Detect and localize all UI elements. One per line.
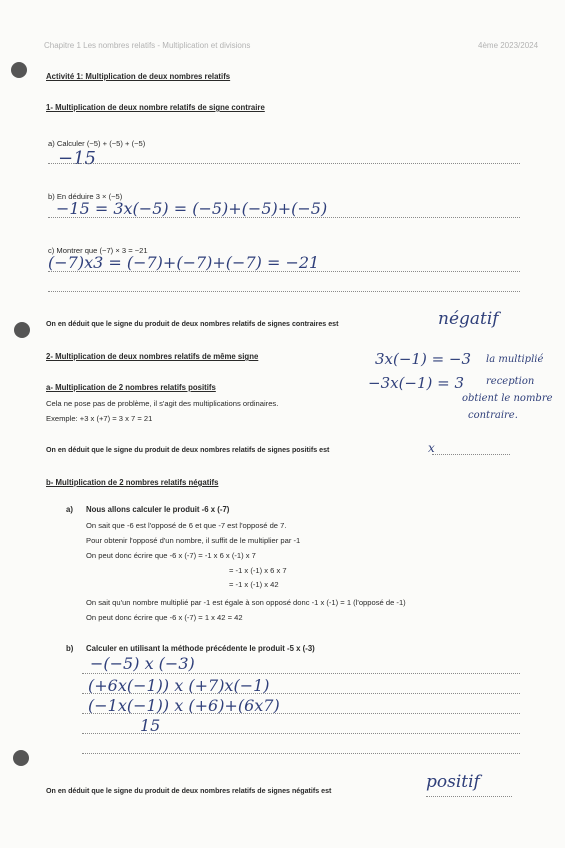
- answer-line: [82, 693, 520, 694]
- answer-line: [48, 271, 520, 272]
- answer-a-handwritten: −15: [58, 148, 96, 169]
- side-note: reception: [486, 376, 535, 387]
- part-b-handwritten: (+6x(−1)) x (+7)x(−1): [88, 676, 270, 695]
- part-a-line: = -1 x (-1) x 42: [229, 580, 279, 589]
- answer-c-handwritten: (−7)x3 = (−7)+(−7)+(−7) = −21: [48, 253, 320, 272]
- section2a-text: Cela ne pose pas de problème, il s'agit des multiplications ordinaires.: [46, 399, 279, 408]
- part-a-line: On sait qu'un nombre multiplié par -1 est égale à son opposé donc -1 x (-1) = 1 (l'opposé de -1): [86, 598, 406, 607]
- answer-line: [426, 796, 512, 797]
- punch-hole-top: [11, 62, 27, 78]
- section2a-title: a- Multiplication de 2 nombres relatifs positifs: [46, 383, 216, 392]
- question-a: a) Calculer (−5) + (−5) + (−5): [48, 139, 146, 148]
- section1-title: 1- Multiplication de deux nombre relatifs de signe contraire: [46, 103, 265, 112]
- answer-line: [82, 713, 520, 714]
- conclusion-negatifs: On en déduit que le signe du produit de deux nombres relatifs de signes négatifs est: [46, 787, 332, 795]
- conclusion-negatifs-answer: positif: [426, 772, 480, 792]
- side-note: contraire.: [468, 410, 518, 421]
- answer-b-handwritten: −15 = 3x(−5) = (−5)+(−5)+(−5): [56, 199, 328, 218]
- answer-line: [82, 673, 520, 674]
- part-a-line: On peut donc écrire que -6 x (-7) = -1 x 6 x (-1) x 7: [86, 551, 256, 560]
- part-a-line: = -1 x (-1) x 6 x 7: [229, 566, 287, 575]
- answer-line: [48, 217, 520, 218]
- part-b-heading: Calculer en utilisant la méthode précédente le produit -5 x (-3): [86, 644, 315, 653]
- punch-hole-bottom: [13, 750, 29, 766]
- answer-line: [82, 753, 520, 754]
- section2b-title: b- Multiplication de 2 nombres relatifs négatifs: [46, 478, 219, 487]
- answer-line: [48, 291, 520, 292]
- side-note: la multiplié: [486, 354, 544, 365]
- question-c: c) Montrer que (−7) × 3 = −21: [48, 246, 148, 255]
- question-b: b) En déduire 3 × (−5): [48, 192, 123, 201]
- side-note: 3x(−1) = −3: [375, 350, 472, 368]
- chapter-header: Chapitre 1 Les nombres relatifs - Multiplication et divisions: [44, 41, 251, 50]
- part-a-heading: Nous allons calculer le produit -6 x (-7): [86, 505, 230, 514]
- part-b-label: b): [66, 644, 74, 653]
- conclusion-contraires-answer: négatif: [438, 309, 499, 329]
- part-a-line: On peut donc écrire que -6 x (-7) = 1 x 42 = 42: [86, 613, 243, 622]
- activity-title: Activité 1: Multiplication de deux nombres relatifs: [46, 72, 231, 81]
- part-a-label: a): [66, 505, 73, 514]
- side-note: −3x(−1) = 3: [368, 374, 465, 392]
- part-b-handwritten: (−1x(−1)) x (+6)+(6x7): [88, 696, 280, 715]
- part-a-line: On sait que -6 est l'opposé de 6 et que -7 est l'opposé de 7.: [86, 521, 287, 530]
- part-a-line: Pour obtenir l'opposé d'un nombre, il suffit de le multiplier par -1: [86, 536, 301, 545]
- answer-line: [82, 733, 520, 734]
- part-b-handwritten: 15: [140, 716, 161, 735]
- answer-line: [432, 454, 510, 455]
- grade-header: 4ème 2023/2024: [478, 41, 539, 50]
- punch-hole-middle: [14, 322, 30, 338]
- answer-line: [48, 163, 520, 164]
- conclusion-positifs: On en déduit que le signe du produit de deux nombres relatifs de signes positifs est: [46, 446, 330, 454]
- conclusion-positifs-answer: x: [428, 441, 435, 455]
- section2a-example: Exemple: +3 x (+7) = 3 x 7 = 21: [46, 414, 153, 423]
- conclusion-contraires: On en déduit que le signe du produit de deux nombres relatifs de signes contraires est: [46, 320, 339, 328]
- side-note: obtient le nombre: [462, 393, 553, 404]
- section2-title: 2- Multiplication de deux nombres relatifs de même signe: [46, 352, 259, 361]
- part-b-handwritten: −(−5) x (−3): [90, 654, 195, 673]
